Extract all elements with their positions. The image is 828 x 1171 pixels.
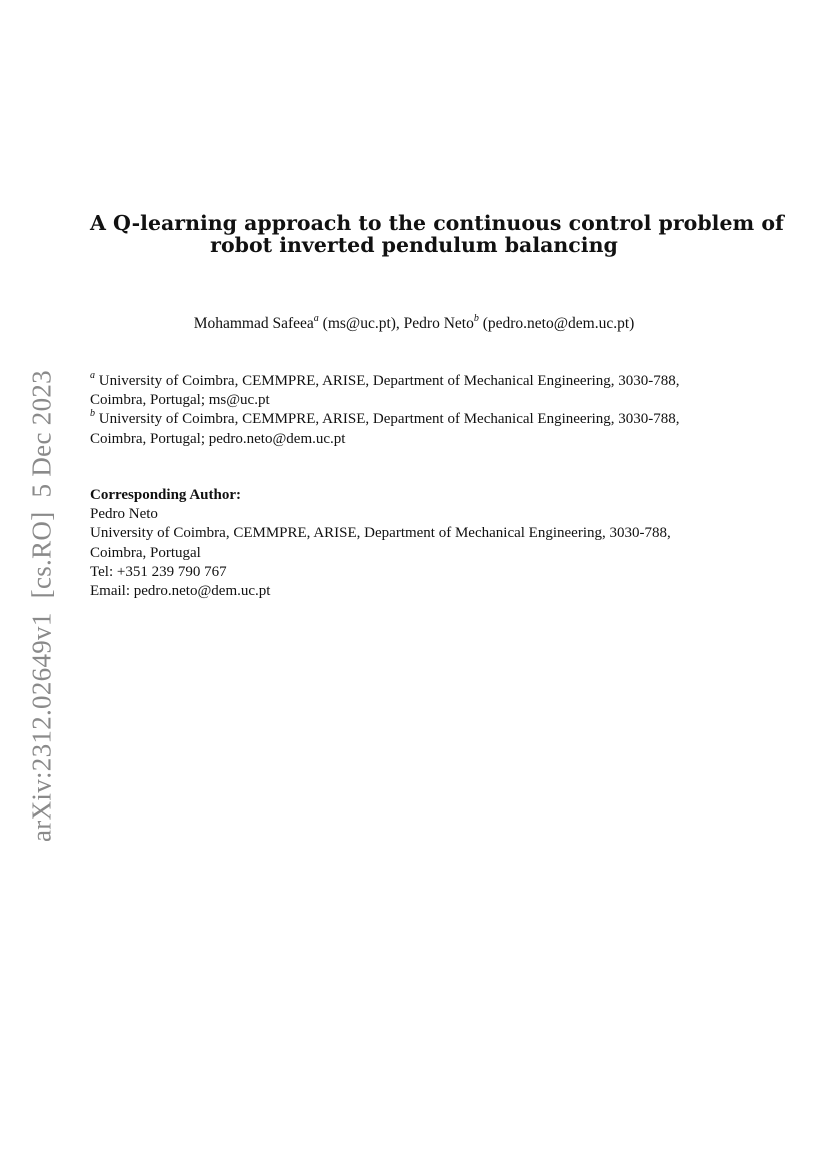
corresponding-author-block xyxy=(90,486,750,601)
author-1-email: (ms@uc.pt), xyxy=(322,315,400,332)
author-1-affiliation-marker: a xyxy=(313,312,319,324)
author-2-affiliation-marker: b xyxy=(473,312,479,324)
affiliation-b-line-1 xyxy=(90,410,750,429)
affiliation-a-text: University of Coimbra, CEMMPRE, ARISE, Department of Mechanical Engineering, 3030-788, xyxy=(98,373,680,389)
affiliation-a-line-1 xyxy=(90,372,750,391)
arxiv-category: [cs.RO] xyxy=(26,511,57,599)
author-2-email: (pedro.neto@dem.uc.pt) xyxy=(482,315,635,332)
paper-title-line-1: A Q-learning approach to the continuous control problem of xyxy=(90,211,784,235)
arxiv-identifier-stamp xyxy=(27,370,58,842)
affiliation-a-marker: a xyxy=(90,370,95,381)
paper-title xyxy=(90,211,784,257)
corresponding-author-address-line-2: Coimbra, Portugal xyxy=(90,544,201,561)
author-2-name: Pedro Neto xyxy=(403,315,474,332)
corresponding-author-email: Email: pedro.neto@dem.uc.pt xyxy=(90,583,271,600)
affiliation-b-marker: b xyxy=(90,408,95,420)
affiliation-a-line-2: Coimbra, Portugal; ms@uc.pt xyxy=(90,392,270,409)
arxiv-id: arXiv:2312.02649v1 xyxy=(26,612,57,842)
corresponding-author-name: Pedro Neto xyxy=(90,506,158,523)
affiliations xyxy=(90,372,750,449)
affiliation-b-text: University of Coimbra, CEMMPRE, ARISE, Department of Mechanical Engineering, 3030-788, xyxy=(98,411,680,428)
author-1-name: Mohammad Safeea xyxy=(193,315,314,332)
corresponding-author-tel: Tel: +351 239 790 767 xyxy=(90,563,227,580)
paper-title-line-2: robot inverted pendulum balancing xyxy=(210,233,618,257)
author-list xyxy=(90,314,738,334)
corresponding-author-heading: Corresponding Author: xyxy=(90,487,241,503)
affiliation-b-line-2: Coimbra, Portugal; pedro.neto@dem.uc.pt xyxy=(90,430,346,447)
corresponding-author-address-line-1: University of Coimbra, CEMMPRE, ARISE, Department of Mechanical Engineering, 3030-788, xyxy=(90,525,671,542)
arxiv-date: 5 Dec 2023 xyxy=(26,370,57,498)
